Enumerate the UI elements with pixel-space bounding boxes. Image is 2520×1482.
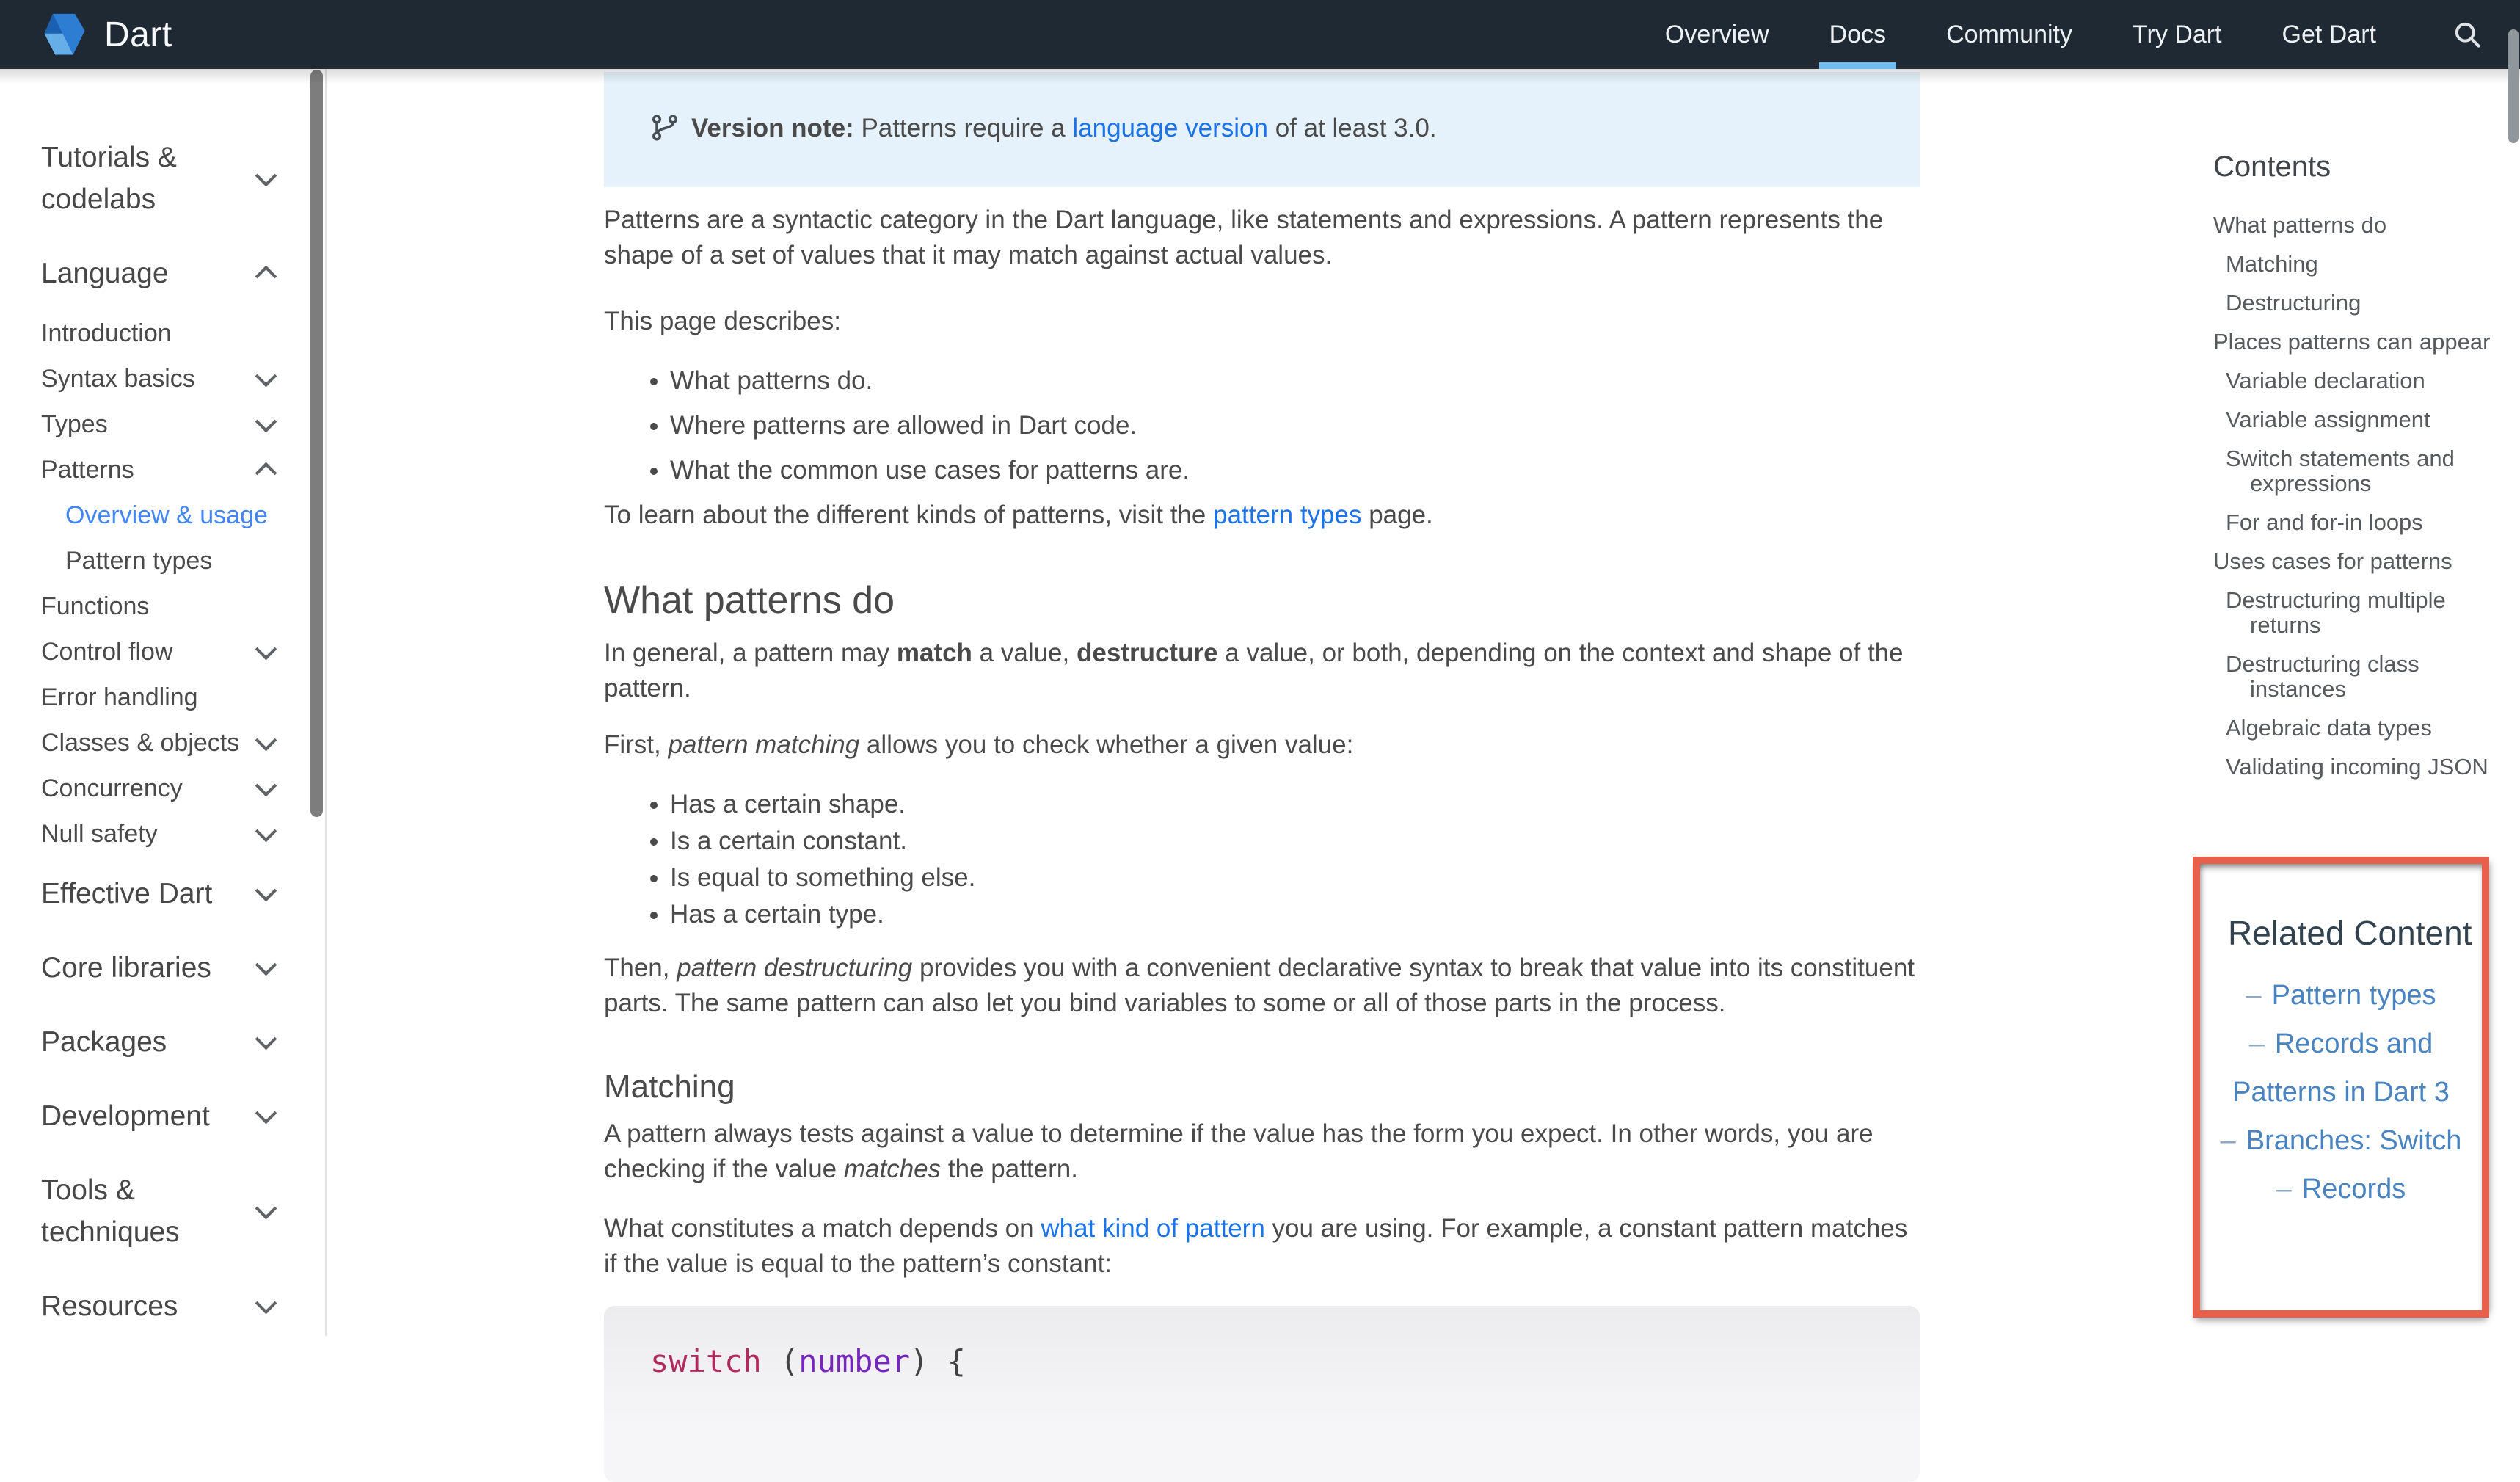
toc-item[interactable]: Switch statements and expressions: [2226, 446, 2455, 496]
sidebar-item-control-flow[interactable]: Control flow: [41, 629, 274, 675]
chevron-down-icon: [255, 729, 277, 751]
sidebar-item-classes-objects[interactable]: Classes & objects: [41, 720, 274, 766]
dash-bullet: –: [2220, 1125, 2236, 1156]
pattern-types-link[interactable]: pattern types: [1213, 501, 1362, 529]
first-paragraph: First, pattern matching allows you to check whether a given value:: [604, 730, 1354, 759]
nav-docs[interactable]: Docs: [1825, 0, 1890, 69]
describes-list: [604, 363, 1920, 488]
sidebar-item-functions[interactable]: Functions: [41, 592, 150, 620]
sidebar-item-syntax-basics[interactable]: Syntax basics: [41, 356, 274, 402]
related-link-branches-switch[interactable]: – Branches: Switch: [2220, 1125, 2462, 1156]
sidebar-item-core-libraries[interactable]: Core libraries: [41, 931, 274, 1005]
search-icon[interactable]: [2451, 18, 2483, 51]
intro-paragraph: Patterns are a syntactic category in the Dart language, like statements and expressions. A pattern represents the shape of a set of values that it may match against actual values.: [604, 206, 1884, 269]
list-item: • Is a certain constant.: [670, 824, 1920, 859]
code-variable: number: [798, 1343, 911, 1379]
list-item: • What patterns do.: [670, 363, 1920, 399]
toc-list: [2213, 213, 2520, 780]
toc-item[interactable]: Destructuring: [2226, 290, 2361, 316]
dash-bullet: –: [2246, 980, 2262, 1011]
sidebar-item-resources[interactable]: Resources: [41, 1269, 274, 1343]
pattern-tests-paragraph: A pattern always tests against a value to determine if the value has the form you expect. In other words, you are checking if the value matches the pattern.: [604, 1119, 1873, 1183]
sidebar-item-effective-dart[interactable]: Effective Dart: [41, 857, 274, 931]
chevron-down-icon: [255, 638, 277, 660]
sidebar-item-error-handling[interactable]: Error handling: [41, 683, 198, 711]
note-text: Version note: Patterns require a language version of at least 3.0.: [691, 114, 1437, 142]
toc-item[interactable]: Destructuring multiple returns: [2226, 587, 2446, 638]
sidebar-item-concurrency[interactable]: Concurrency: [41, 766, 274, 811]
related-content-links: [2200, 971, 2482, 1213]
git-branch-icon: [650, 113, 680, 142]
chevron-up-icon: [255, 462, 277, 484]
chevron-down-icon: [255, 1028, 277, 1050]
sidebar-item-null-safety[interactable]: Null safety: [41, 811, 274, 857]
list-item: • What the common use cases for patterns are.: [670, 453, 1920, 488]
checks-list: [604, 787, 1920, 932]
general-paragraph: In general, a pattern may match a value, destructure a value, or both, depending on the context and shape of the pattern.: [604, 639, 1904, 702]
chevron-down-icon: [255, 954, 277, 976]
sidebar-item-pattern-types[interactable]: Pattern types: [65, 547, 213, 575]
sidebar-item-tools-techniques[interactable]: Tools & techniques: [41, 1153, 274, 1269]
toc-title: Contents: [2213, 150, 2331, 183]
toc-item[interactable]: For and for-in loops: [2226, 509, 2423, 535]
chevron-down-icon: [255, 164, 277, 186]
chevron-down-icon: [255, 880, 277, 902]
toc-item[interactable]: Validating incoming JSON: [2226, 754, 2488, 780]
chevron-up-icon: [255, 266, 277, 288]
sidebar-scrollbar-thumb[interactable]: [310, 70, 323, 817]
version-note: [604, 72, 1920, 187]
code-keyword: switch: [650, 1343, 762, 1379]
nav-get-dart[interactable]: Get Dart: [2282, 20, 2376, 48]
chevron-down-icon: [255, 820, 277, 842]
related-link-records-and-patterns[interactable]: – Records and Patterns in Dart 3: [2232, 1028, 2450, 1108]
dash-bullet: –: [2248, 1028, 2265, 1059]
sidebar-item-overview-usage[interactable]: Overview & usage: [65, 501, 268, 529]
left-sidebar: [0, 69, 327, 1336]
related-link-pattern-types[interactable]: – Pattern types: [2246, 980, 2436, 1011]
related-content-highlight-box: [2193, 857, 2489, 1318]
toc-item[interactable]: Variable assignment: [2226, 407, 2430, 432]
nav-community[interactable]: Community: [1946, 20, 2072, 48]
what-kind-of-pattern-link[interactable]: what kind of pattern: [1041, 1214, 1265, 1243]
main-content: [604, 69, 1920, 1482]
related-link-records[interactable]: – Records: [2276, 1174, 2406, 1205]
nav-try-dart[interactable]: Try Dart: [2133, 20, 2222, 48]
match-depends-paragraph: What constitutes a match depends on what kind of pattern you are using. For example, a constant pattern matches if the value is equal to the pattern’s constant:: [604, 1214, 1908, 1278]
language-version-link[interactable]: language version: [1072, 114, 1268, 142]
chevron-down-icon: [255, 365, 277, 387]
dart-logo[interactable]: [41, 11, 172, 58]
list-item: • Has a certain type.: [670, 897, 1920, 932]
sidebar-item-language[interactable]: Language: [41, 236, 274, 310]
code-block: switch (number) {: [604, 1306, 1920, 1482]
chevron-down-icon: [255, 774, 277, 796]
toc-item[interactable]: Matching: [2226, 251, 2318, 277]
toc-item[interactable]: What patterns do: [2213, 212, 2387, 238]
nav-overview[interactable]: Overview: [1664, 20, 1769, 48]
then-paragraph: Then, pattern destructuring provides you with a convenient declarative syntax to break that value into its constituent parts. The same pattern can also let you bind variables to some or all of those parts in the process.: [604, 954, 1915, 1017]
sidebar-item-introduction[interactable]: Introduction: [41, 319, 172, 347]
chevron-down-icon: [255, 410, 277, 432]
logo-text: Dart: [104, 15, 172, 54]
learn-paragraph: To learn about the different kinds of patterns, visit the pattern types page.: [604, 501, 1433, 529]
list-item: • Has a certain shape.: [670, 787, 1920, 822]
related-content-title: Related Content: [2228, 914, 2472, 952]
sidebar-item-development[interactable]: Development: [41, 1079, 274, 1153]
describes-paragraph: This page describes:: [604, 307, 841, 335]
sidebar-item-tutorials-codelabs[interactable]: Tutorials & codelabs: [41, 120, 274, 236]
list-item: • Where patterns are allowed in Dart code.: [670, 408, 1920, 443]
site-header: [0, 0, 2520, 69]
toc-item[interactable]: Variable declaration: [2226, 368, 2425, 393]
chevron-down-icon: [255, 1293, 277, 1315]
toc-item[interactable]: Places patterns can appear: [2213, 329, 2491, 355]
sidebar-item-packages[interactable]: Packages: [41, 1005, 274, 1079]
sidebar-item-patterns[interactable]: Patterns: [41, 447, 274, 493]
section-heading-what-patterns-do: What patterns do: [604, 579, 895, 622]
top-nav: [1661, 0, 2483, 69]
page-scrollbar-thumb[interactable]: [2508, 29, 2519, 143]
toc-item[interactable]: Uses cases for patterns: [2213, 548, 2452, 574]
dart-gem-icon: [41, 11, 88, 58]
dash-bullet: –: [2276, 1174, 2292, 1205]
toc-item[interactable]: Algebraic data types: [2226, 715, 2432, 741]
chevron-down-icon: [255, 1103, 277, 1125]
sidebar-item-types[interactable]: Types: [41, 402, 274, 447]
list-item: • Is equal to something else.: [670, 860, 1920, 896]
section-heading-matching: Matching: [604, 1069, 735, 1105]
toc-item[interactable]: Destructuring class instances: [2226, 651, 2419, 702]
chevron-down-icon: [255, 1197, 277, 1219]
table-of-contents: [2213, 147, 2520, 793]
